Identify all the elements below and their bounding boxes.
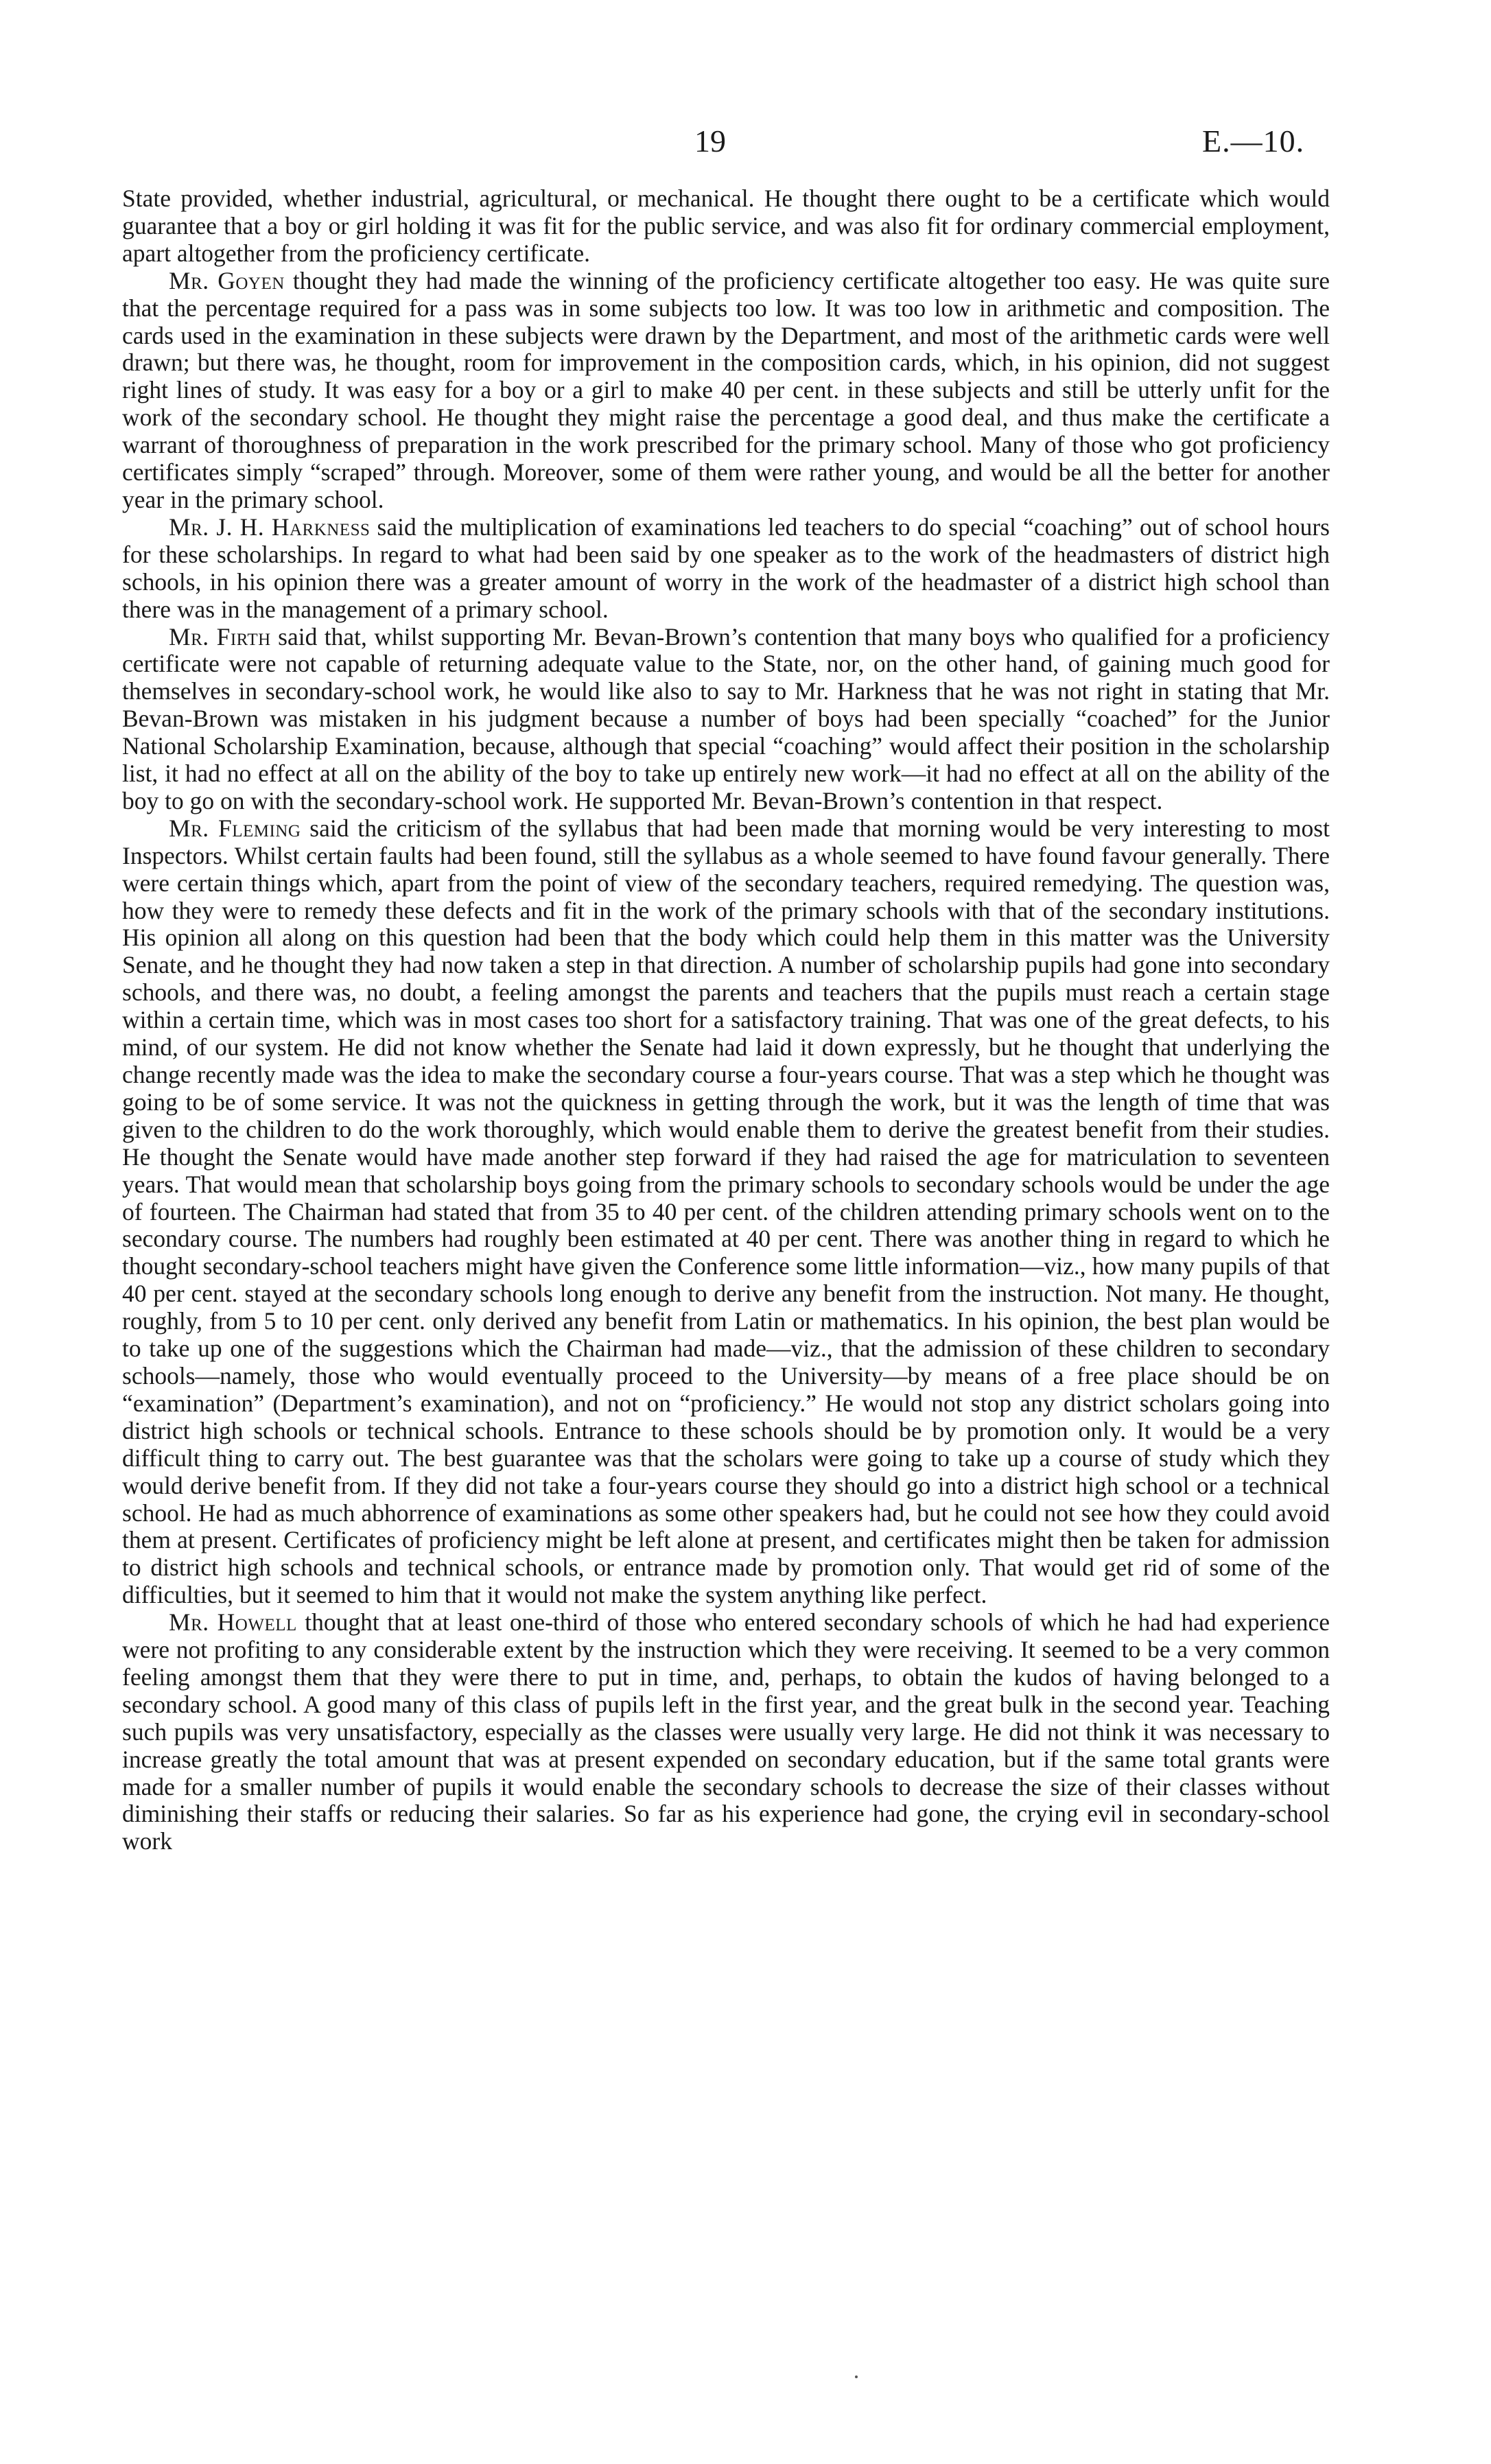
- paragraph-text: said the criticism of the syllabus that had been made that morning would be very interesting to most Inspectors. Whilst certain faults had been found, still the syllabus as a whole seemed to have found favour generally. There were certain things which, apart from the point of view of the secondary teachers, required remedying. The question was, how they were to remedy these defects and fit in the work of the primary schools with that of the secondary institutions. His opinion all along on this question had been that the body which could help them in this matter was the University Senate, and he thought they had now taken a step in that direction. A number of scholarship pupils had gone into secondary schools, and there was, no doubt, a feeling amongst the parents and teachers that the pupils must reach a certain stage within a certain time, which was in most cases too short for a satisfactory training. That was one of the great defects, to his mind, of our system. He did not know whether the Senate had laid it down expressly, but he thought that underlying the change recently made was the idea to make the secondary course a four-years course. That was a step which he thought was going to be of some service. It was not the quickness in getting through the work, but it was the length of time that was given to the children to do the work thoroughly, which would enable them to derive the greatest benefit from their studies. He thought the Senate would have made another step forward if they had raised the age for matriculation to seventeen years. That would mean that scholarship boys going from the primary schools to secondary schools would be under the age of fourteen. The Chairman had stated that from 35 to 40 per cent. of the children attending primary schools went on to the secondary course. The numbers had roughly been estimated at 40 per cent. There was another thing in regard to which he thought secondary-school teachers might have given the Conference some little information—viz., how many pupils of that 40 per cent. stayed at the secondary schools long enough to derive any benefit from the instruction. Not many. He thought, roughly, from 5 to 10 per cent. only derived any benefit from Latin or mathematics. In his opinion, the best plan would be to take up one of the suggestions which the Chairman had made—viz., that the admission of these children to secondary schools—namely, those who would eventually proceed to the University—by means of a free place should be on “examination” (Department’s examination), and not on “proficiency.” He would not stop any district scholars going into district high schools or technical schools. Entrance to these schools should be by promotion only. It would be a very difficult thing to carry out. The best guarantee was that the scholars were going to take up a course of study which they would derive benefit from. If they did not take a four-years course they should go into a district high school or a technical school. He had as much abhorrence of examinations as some other speakers had, but he could not see how they could avoid them at present. Certificates of proficiency might be left alone at present, and certificates might then be taken for admission to district high schools and technical schools, or entrance made by promotion only. That would get rid of some of the difficulties, but it seemed to him that it would not make the system anything like perfect.: [122, 814, 1330, 1609]
- paragraph-harkness: [122, 514, 1330, 624]
- speaker-name: Mr. Goyen: [169, 266, 285, 294]
- scan-speck: [855, 2375, 858, 2378]
- speaker-name: Mr. Fleming: [169, 814, 301, 842]
- paragraph-firth: [122, 624, 1330, 815]
- paragraph-continuation: [122, 185, 1330, 268]
- document-reference: E.—10.: [1202, 124, 1305, 159]
- paragraph-fleming: [122, 815, 1330, 1609]
- body-text: [122, 185, 1330, 1855]
- paragraph-howell: [122, 1609, 1330, 1855]
- speaker-name: Mr. Howell: [169, 1608, 297, 1636]
- paragraph-text: said that, whilst supporting Mr. Bevan-Brown’s contention that many boys who qualified for a proficiency certificate were not capable of returning adequate value to the State, nor, on the other hand, of gaining much good for themselves in secondary-school work, he would like also to say to Mr. Harkness that he was not right in stating that Mr. Bevan-Brown was mistaken in his judgment because a number of boys had been specially “coached” for the Junior National Scholarship Examination, because, although that special “coaching” would affect their position in the scholarship list, it had no effect at all on the ability of the boy to take up entirely new work—it had no effect at all on the ability of the boy to go on with the secondary-school work. He supported Mr. Bevan-Brown’s contention in that respect.: [122, 622, 1330, 814]
- speaker-name: Mr. Firth: [169, 622, 271, 650]
- paragraph-text: thought they had made the winning of the proficiency certificate altogether too easy. He was quite sure that the percentage required for a pass was in some subjects too low. It was too low in arithmetic and composition. The cards used in the examination in these subjects were drawn by the Department, and most of the arithmetic cards were well drawn; but there was, he thought, room for improvement in the composition cards, which, in his opinion, did not suggest right lines of study. It was easy for a boy or a girl to make 40 per cent. in these subjects and still be utterly unfit for the work of the secondary school. He thought they might raise the percentage a good deal, and thus make the certificate a warrant of thoroughness of preparation in the work prescribed for the primary school. Many of those who got proficiency certificates simply “scraped” through. Moreover, some of them were rather young, and would be all the better for another year in the primary school.: [122, 266, 1330, 513]
- paragraph-goyen: [122, 268, 1330, 514]
- speaker-name: Mr. J. H. Harkness: [169, 513, 371, 541]
- paragraph-text: said the multiplication of examinations led teachers to do special “coaching” out of school hours for these scholarships. In regard to what had been said by one speaker as to the work of the headmasters of district high schools, in his opinion there was a greater amount of worry in the work of the headmaster of a district high school than there was in the management of a primary school.: [122, 513, 1330, 623]
- paragraph-text: thought that at least one-third of those who entered secondary schools of which he had had experience were not profiting to any considerable extent by the instruction which they were receiving. It seemed to be a very common feeling amongst them that they were there to put in time, and, perhaps, to obtain the kudos of having belonged to a secondary school. A good many of this class of pupils left in the first year, and the great bulk in the second year. Teaching such pupils was very unsatisfactory, especially as the classes were usually very large. He did not think it was necessary to increase greatly the total amount that was at present expended on secondary education, but if the same total grants were made for a smaller number of pupils it would enable the secondary schools to decrease the size of their classes without diminishing their staffs or reducing their salaries. So far as his experience had gone, the crying evil in secondary-school work: [122, 1608, 1330, 1855]
- page-number: 19: [694, 124, 726, 159]
- paragraph-text: State provided, whether industrial, agricultural, or mechanical. He thought there ought to be a certificate which would guarantee that a boy or girl holding it was fit for the public service, and was also fit for ordinary commercial employment, apart altogether from the proficiency certificate.: [122, 185, 1330, 267]
